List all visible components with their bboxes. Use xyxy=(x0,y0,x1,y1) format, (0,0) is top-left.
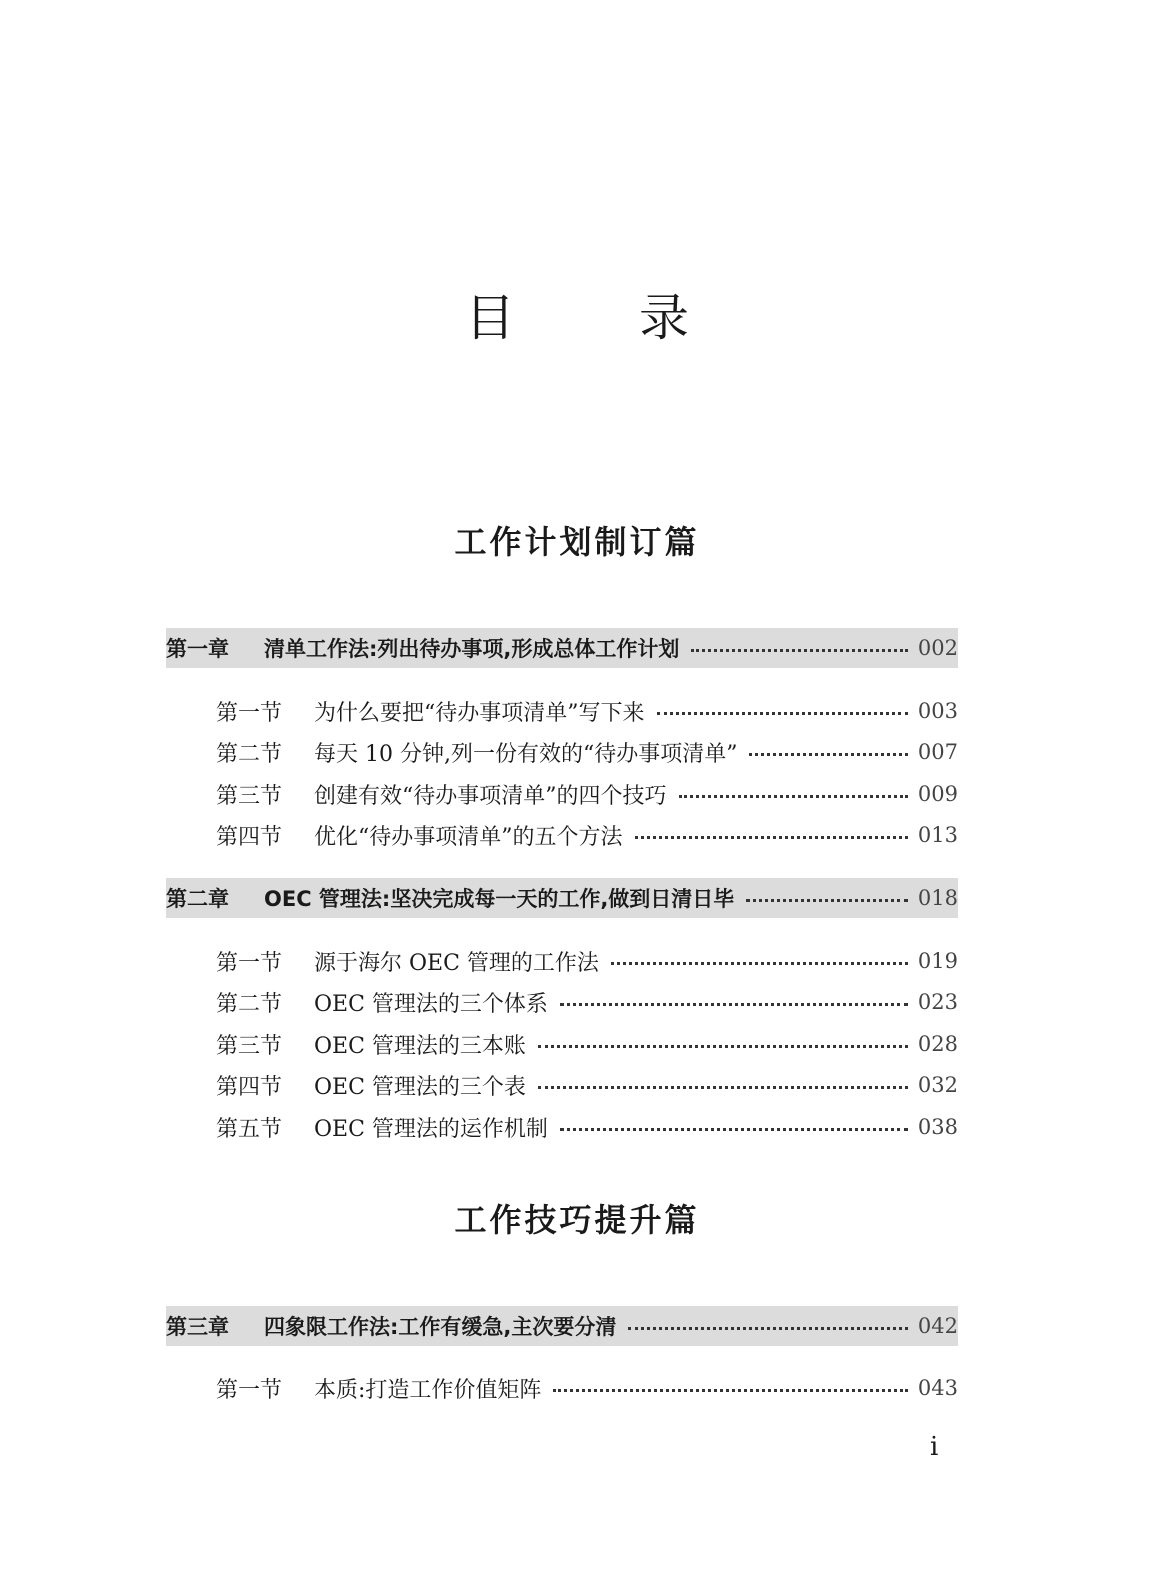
page-number: 013 xyxy=(917,823,958,847)
chapter-number: 第一章 xyxy=(166,637,229,661)
leader-dots xyxy=(538,1086,908,1089)
toc-section-row[interactable] xyxy=(166,983,958,1021)
toc-section-row[interactable] xyxy=(166,1066,958,1104)
leader-dots xyxy=(628,1327,908,1330)
toc-heading xyxy=(0,278,1154,350)
toc-heading-char-1: 目 xyxy=(465,289,515,347)
leader-dots xyxy=(611,962,908,965)
section-title: 本质:打造工作价值矩阵 xyxy=(314,1377,542,1403)
leader-dots xyxy=(749,753,907,756)
page-number: 009 xyxy=(917,782,958,806)
page-number: 003 xyxy=(917,699,958,723)
leader-dots xyxy=(679,795,908,798)
chapter-number: 第二章 xyxy=(166,887,229,911)
toc-section-row[interactable] xyxy=(166,775,958,813)
toc-section-row[interactable] xyxy=(166,692,958,730)
page-number: 018 xyxy=(917,886,958,910)
section-title: 创建有效“待办事项清单”的四个技巧 xyxy=(314,783,667,809)
page-number: 043 xyxy=(917,1376,958,1400)
leader-dots xyxy=(560,1128,908,1131)
section-number: 第一节 xyxy=(216,700,283,726)
section-title: 为什么要把“待办事项清单”写下来 xyxy=(314,700,645,726)
page-number: 028 xyxy=(917,1032,958,1056)
toc-section-row[interactable] xyxy=(166,1025,958,1063)
page-number: 023 xyxy=(917,990,958,1014)
toc-chapter-row[interactable] xyxy=(166,1306,958,1346)
toc-section-row[interactable] xyxy=(166,1369,958,1407)
toc-chapter-row[interactable] xyxy=(166,628,958,668)
section-title: 优化“待办事项清单”的五个方法 xyxy=(314,824,623,850)
section-number: 第四节 xyxy=(216,824,283,850)
section-number: 第三节 xyxy=(216,783,283,809)
toc-section-row[interactable] xyxy=(166,816,958,854)
leader-dots xyxy=(538,1045,908,1048)
toc-section-row[interactable] xyxy=(166,733,958,771)
page-number: 019 xyxy=(917,949,958,973)
leader-dots xyxy=(560,1003,908,1006)
toc-section-row[interactable] xyxy=(166,1108,958,1146)
leader-dots xyxy=(553,1389,907,1392)
section-number: 第二节 xyxy=(216,741,283,767)
page-number: 038 xyxy=(917,1115,958,1139)
section-number: 第二节 xyxy=(216,991,283,1017)
section-number: 第一节 xyxy=(216,950,283,976)
section-number: 第三节 xyxy=(216,1033,283,1059)
leader-dots xyxy=(635,836,908,839)
part-title: 工作计划制订篇 xyxy=(454,523,700,561)
section-title: OEC 管理法的三个表 xyxy=(314,1074,526,1100)
page-number: 042 xyxy=(917,1314,958,1338)
section-number: 第一节 xyxy=(216,1377,283,1403)
section-number: 第四节 xyxy=(216,1074,283,1100)
chapter-title: OEC 管理法:坚决完成每一天的工作,做到日清日毕 xyxy=(264,887,735,911)
section-title: OEC 管理法的三本账 xyxy=(314,1033,526,1059)
chapter-number: 第三章 xyxy=(166,1315,229,1339)
toc-chapter-row[interactable] xyxy=(166,878,958,918)
chapter-title: 四象限工作法:工作有缓急,主次要分清 xyxy=(264,1315,617,1339)
leader-dots xyxy=(691,649,908,652)
page-number: 032 xyxy=(917,1073,958,1097)
toc-heading-char-2: 录 xyxy=(639,289,689,347)
section-number: 第五节 xyxy=(216,1116,283,1142)
chapter-title: 清单工作法:列出待办事项,形成总体工作计划 xyxy=(264,637,680,661)
leader-dots xyxy=(657,712,908,715)
section-title: OEC 管理法的三个体系 xyxy=(314,991,548,1017)
page-folio: i xyxy=(930,1432,939,1462)
page-number: 002 xyxy=(917,636,958,660)
section-title: 每天 10 分钟,列一份有效的“待办事项清单” xyxy=(314,741,738,767)
section-title: OEC 管理法的运作机制 xyxy=(314,1116,548,1142)
section-title: 源于海尔 OEC 管理的工作法 xyxy=(314,950,599,976)
part-title: 工作技巧提升篇 xyxy=(454,1201,700,1239)
toc-section-row[interactable] xyxy=(166,942,958,980)
page-number: 007 xyxy=(917,740,958,764)
leader-dots xyxy=(746,899,908,902)
